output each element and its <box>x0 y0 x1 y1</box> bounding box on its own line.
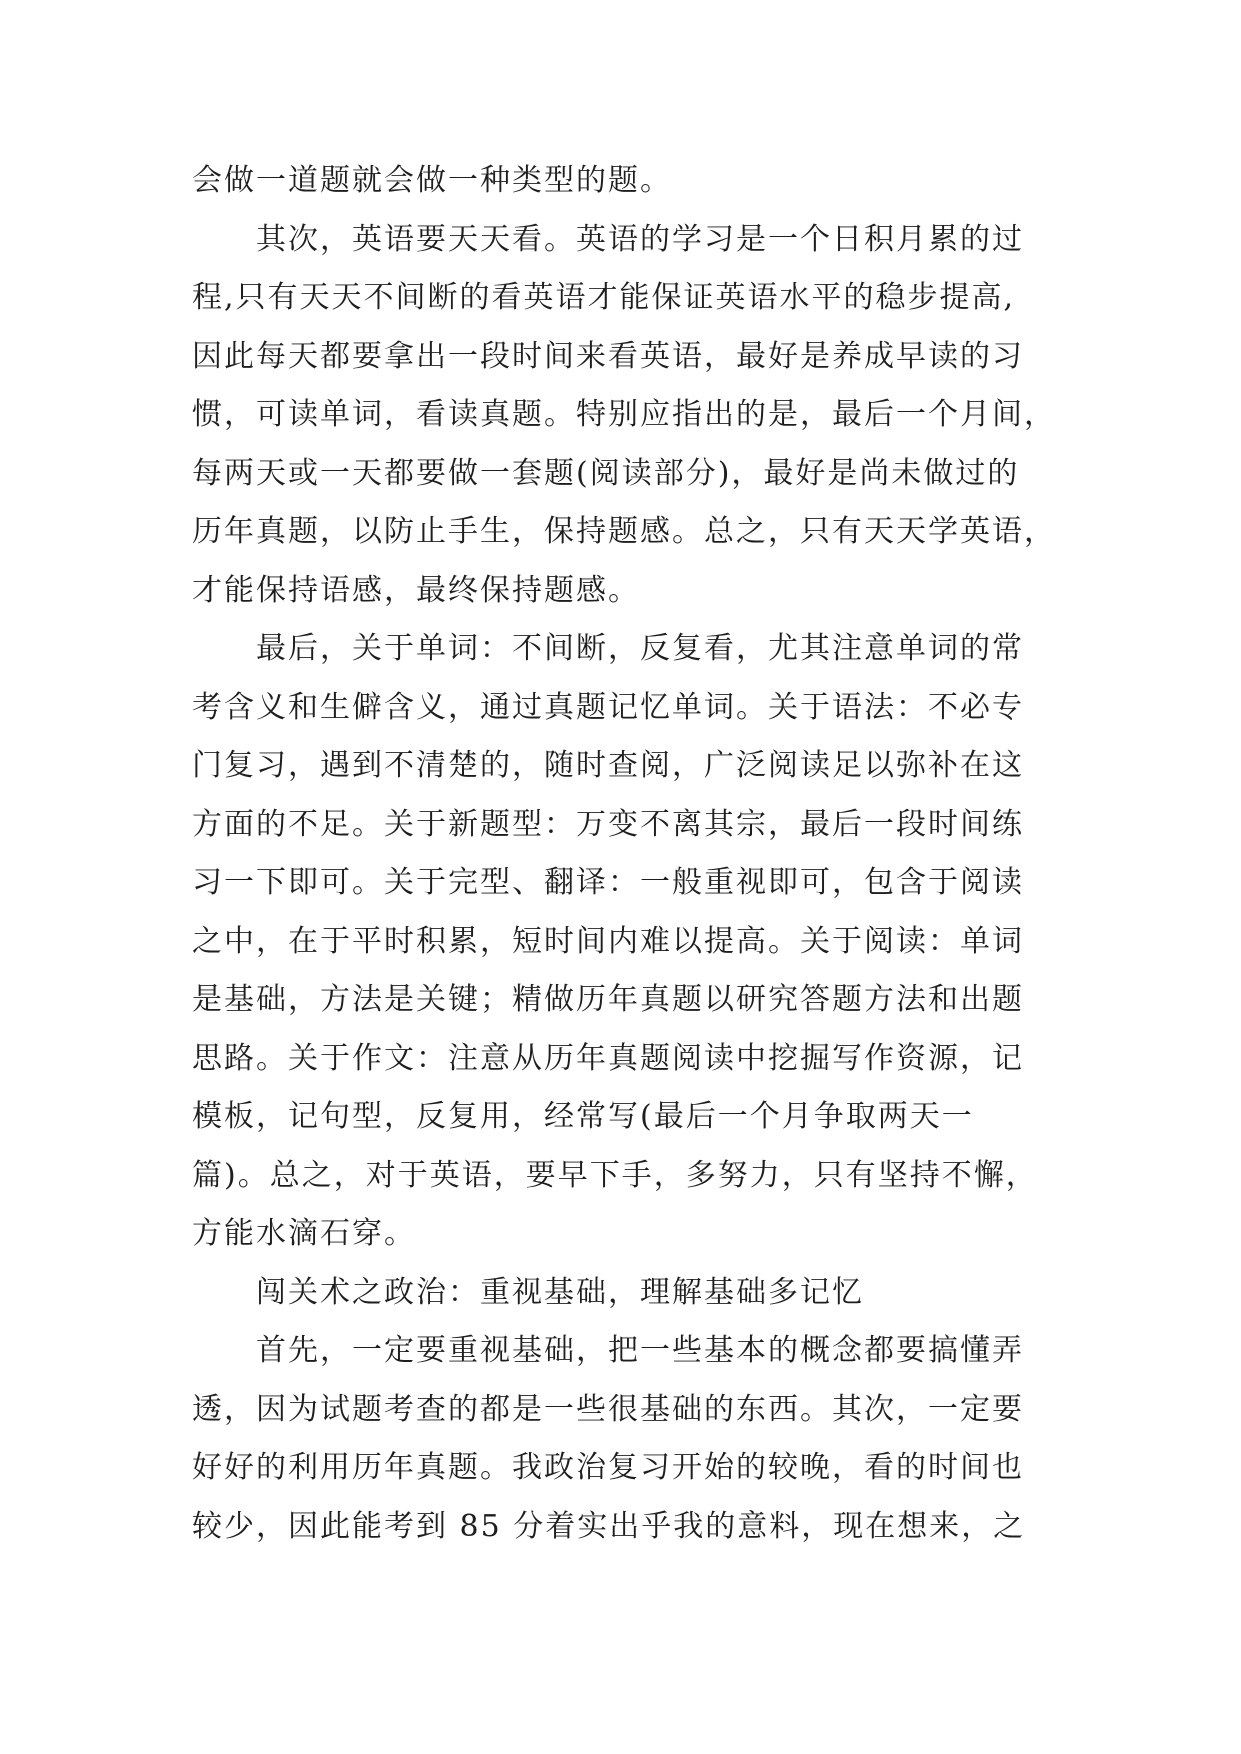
text-line: 是基础，方法是关键；精做历年真题以研究答题方法和出题 <box>192 982 1024 1017</box>
text-line: 之中，在于平时积累，短时间内难以提高。关于阅读：单词 <box>192 923 1024 959</box>
text-line: 习一下即可。关于完型、翻译：一般重视即可，包含于阅读 <box>192 865 1024 900</box>
text-line: 程,只有天天不间断的看英语才能保证英语水平的稳步提高, <box>192 280 1016 315</box>
text-line: 因此每天都要拿出一段时间来看英语，最好是养成早读的习 <box>192 338 1024 374</box>
document-body <box>192 152 1056 1556</box>
section-heading: 闯关术之政治：重视基础，理解基础多记忆 <box>256 1274 864 1310</box>
text-line: 好好的利用历年真题。我政治复习开始的较晚，看的时间也 <box>192 1450 1024 1485</box>
text-line: 考含义和生僻含义，通过真题记忆单词。关于语法：不必专 <box>192 689 1024 725</box>
paragraph-start-line: 首先，一定要重视基础，把一些基本的概念都要搞懂弄 <box>256 1333 1024 1368</box>
text-line: 会做一道题就会做一种类型的题。 <box>192 163 672 198</box>
text-line: 方能水滴石穿。 <box>192 1216 416 1251</box>
paragraph-start-line: 其次，英语要天天看。英语的学习是一个日积月累的过 <box>256 221 1024 257</box>
text-line: 每两天或一天都要做一套题(阅读部分)，最好是尚未做过的 <box>192 455 1020 491</box>
text-line: 较少，因此能考到 85 分着实出乎我的意料，现在想来，之 <box>192 1508 1026 1544</box>
paragraph-start-line: 最后，关于单词：不间断，反复看，尤其注意单词的常 <box>256 631 1024 666</box>
text-line: 才能保持语感，最终保持题感。 <box>192 572 640 608</box>
text-line: 模板，记句型，反复用，经常写(最后一个月争取两天一 <box>192 1099 974 1134</box>
text-line: 篇)。总之，对于英语，要早下手，多努力，只有坚持不懈， <box>192 1157 1038 1193</box>
text-line: 透，因为试题考查的都是一些很基础的东西。其次，一定要 <box>192 1391 1024 1427</box>
text-line: 方面的不足。关于新题型：万变不离其宗，最后一段时间练 <box>192 806 1024 842</box>
text-line: 历年真题，以防止手生，保持题感。总之，只有天天学英语， <box>192 514 1056 549</box>
text-line: 惯，可读单词，看读真题。特别应指出的是，最后一个月间， <box>192 397 1056 432</box>
text-line: 思路。关于作文：注意从历年真题阅读中挖掘写作资源，记 <box>192 1040 1024 1076</box>
text-line: 门复习，遇到不清楚的，随时查阅，广泛阅读足以弥补在这 <box>192 748 1024 783</box>
